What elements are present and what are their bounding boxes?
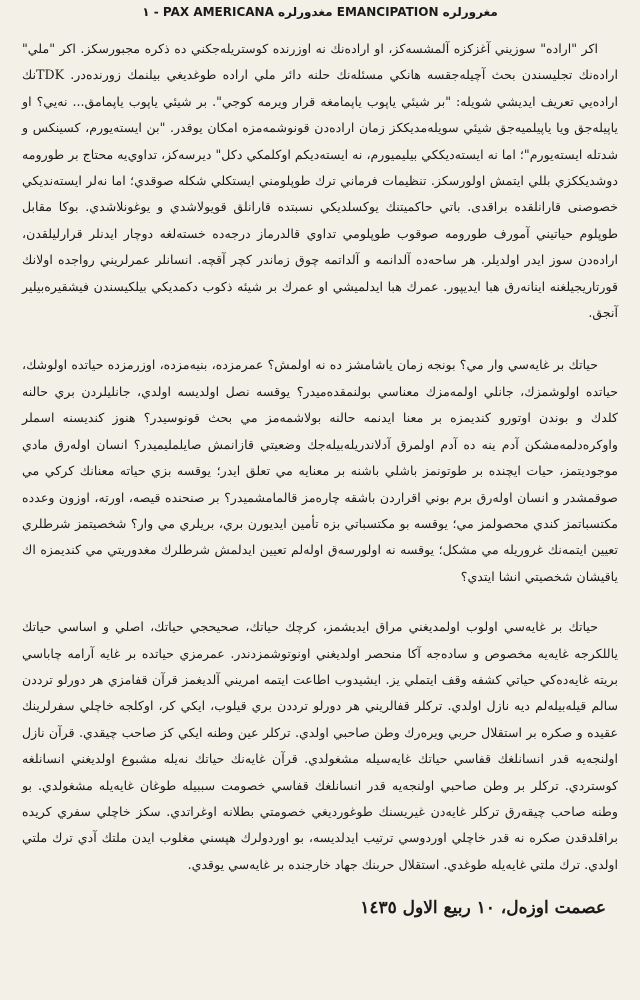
paragraph-1: اكر "اراده" سوزيني آغزكزه آلمشسه‌كز، او اراده‌نك نه اوزرنده كوستريله‌جكني ده ذكره مجبورسكز. اكر "ملي" اراده‌نك تجليسندن بحث آچيله‌جقسه هانكي مسئله‌نك حلنه دائر ملي اراده طوغديغي بيلنمك زورنده‌در. TDKنك اراده‌يي تعريف ايديشي شويله: "بر شيئي ياپوب ياپمامغه قرار ويرمه كوجي". بر شيئي ياپوب ياپمامق... نه‌يي؟ او ياپيله‌جق ويا ياپيلميه‌جق شيئي سويله‌مديككز زمان اراده‌دن قونوشمه‌مزه امكان يوقدر. "بن ايستەيورم، كسينكس و شدتله ايستەيورم"؛ اما نه ايسته‌ديككي بيليميورم، نه ايسته‌ديكم اوكلمكي دكل" ديرسه‌كز، تداوي‌يه محتاج بر طورومه دوشديككزي بللي ايتمش اولورسكز. تنظيمات فرماني ترك طوپلومني ايستكلي شكله صوقدي؛ اما نه‌لر ايسته‌نديكي خصوصنی قارانلقده براقدی. باتي حاكميتنك يوكسلديكي نسبتده قارانلق قويولاشدي و يوغونلاشدي. بوكا مقابل طوپلوم حياتيني آمورف طورومه صوقوب طوپلومي تداوي قالدرماز درجه‌ده خسته‌لغه دوچار ايدنلر قرارليلقدن، اراده‌دن سوز ايدر اولديلر. هر ساحه‌ده آلدانمه و آلداتمه چوق زماندر كچر آقچه. انسانلر عمرلريني رواجده اولانك قورتاريجيلغنه اينانه‌رق هبا ايديپور. عمرك هبا ايدلميشي او عمرك بر شيئه ذكوب دكمديكي بيلكيسندن فيشقيره‌بيلير آنجق.: [22, 41, 618, 321]
paragraph-3: حياتك بر غايه‌سي اولوب اولمديغني مراق ايديشمز، كرچك حياتك، صحيحجي حياتك، اصلي و اساسي حياتك ياللکرجه غايه‌يه مخصوص و ساده‌جه آكا منحصر اولديغني اونوتوشمزدندر. عمرمزي حياتده بر غايه آرامه چاباسي بريته غايه‌ده‌كي حياتي كشفه وقف ايتملي يز. ايشيدوب اطاعت ايتمه امريني آلديغمز قرآن قفامزي هر دورلو ترددن سالم قيلەبيلەلم ديه نازل اولدي. تركلر قفالريني هر دورلو ترددن بري قيلوب، ايكي كر، اوكلجه خاچلي سفرلرينك عقيده و صكره بر استقلال حربي ويره‌رك وطن صاحبي اولدي. تركلر عين وطنه ايكي كز صاحب چيقدي. قرآن نازل اولنجه‌يه قدر انسانلغك قفاسي حياتك غايه‌سيله مشغولدي. قرآن غايه‌نك حياتك نه‌يله مشبوع اولديغني انسانلغه كوستردي. تركلر بر وطن صاحبي اولنجه‌يه قدر انسانلغك قفاسي خصومت سببيله طوغان غايه‌يله مشغولدي. بو وطنه صاحب چيقه‌رق تركلر غايه‌دن غيريسنك طوغورديغي خصومتي بطلانه اوغراتدي. سكز خاچلي سفري كريده براقلدقدن صكره نه قدر خاچلي اوردوسي ترتيب ايدلديسه، بو اوردولرك هپسني مغلوب ايدن ملتك آدي ترك ملتي اولدي. ترك ملتي غايه‌يله طوغدي. استقلال حربنك جهاد خارجنده بر غايه‌سي يوقدي.: [22, 619, 618, 872]
author-signature: عصمت اوزه‌ل، ١٠ ربيع الاول ١٤٣٥: [360, 898, 606, 919]
paragraph-2: حياتك بر غايه‌سي وار مي؟ بونجه زمان ياشامشز ده نه اولمش؟ عمرمزده، بنيه‌مزده، اوزرمزده حياتده اولوشك، حياتده اولوشمزك، جانلي اولمه‌مزك معناسي بولنمقده‌ميدر؟ يوقسه نصل اولديسه اولدي، جانليلردن بري حالنه كلدك و بوندن اوتورو كنديمزه بر معنا ايدنمه حالنه بولاشمه‌مز مي بحث قونوسيدر؟ هنوز كنديسنه اسملر واوكره‌دلمه‌مشكن آدم ينه ده آدم اولمرق آدلاندريله‌بيله‌جك وضعيتي قازانمش صايلمليميدر؟ انسان اوله‌رق مادي موجوديتمز، حيات ايچنده بر طوتونمز باشلي باشنه بر معنايه مي تعلق ايدر؛ يوقسه بزي حياته معنانك كركي مي صوقمشدر و انسان اوله‌رق برم بوني اقراردن باشقه چاره‌مز قالمامشميدر؟ بر صنحنده قيصه، اورته، اوزون وعدده مكتسباتمز كندي محصولمز مي؛ يوقسه بو مكتسباتي بزه تأمين ايديورن بري، بريلري مي وار؟ شخصيتمز شرطلري تعيين ايتمه‌نك غروريله مي مشكل؛ يوقسه نه اولورسه‌ق اولەلم تعيين ايدلمش شرطلرك مغدوريتي مي كنديمزه اك ياقيشان شخصيتي انشا ايتدي؟: [22, 357, 618, 584]
article-body: [22, 36, 618, 878]
page-header-title: مغرورلره EMANCIPATION مغدورلره PAX AMERICANA - ١: [142, 5, 498, 19]
